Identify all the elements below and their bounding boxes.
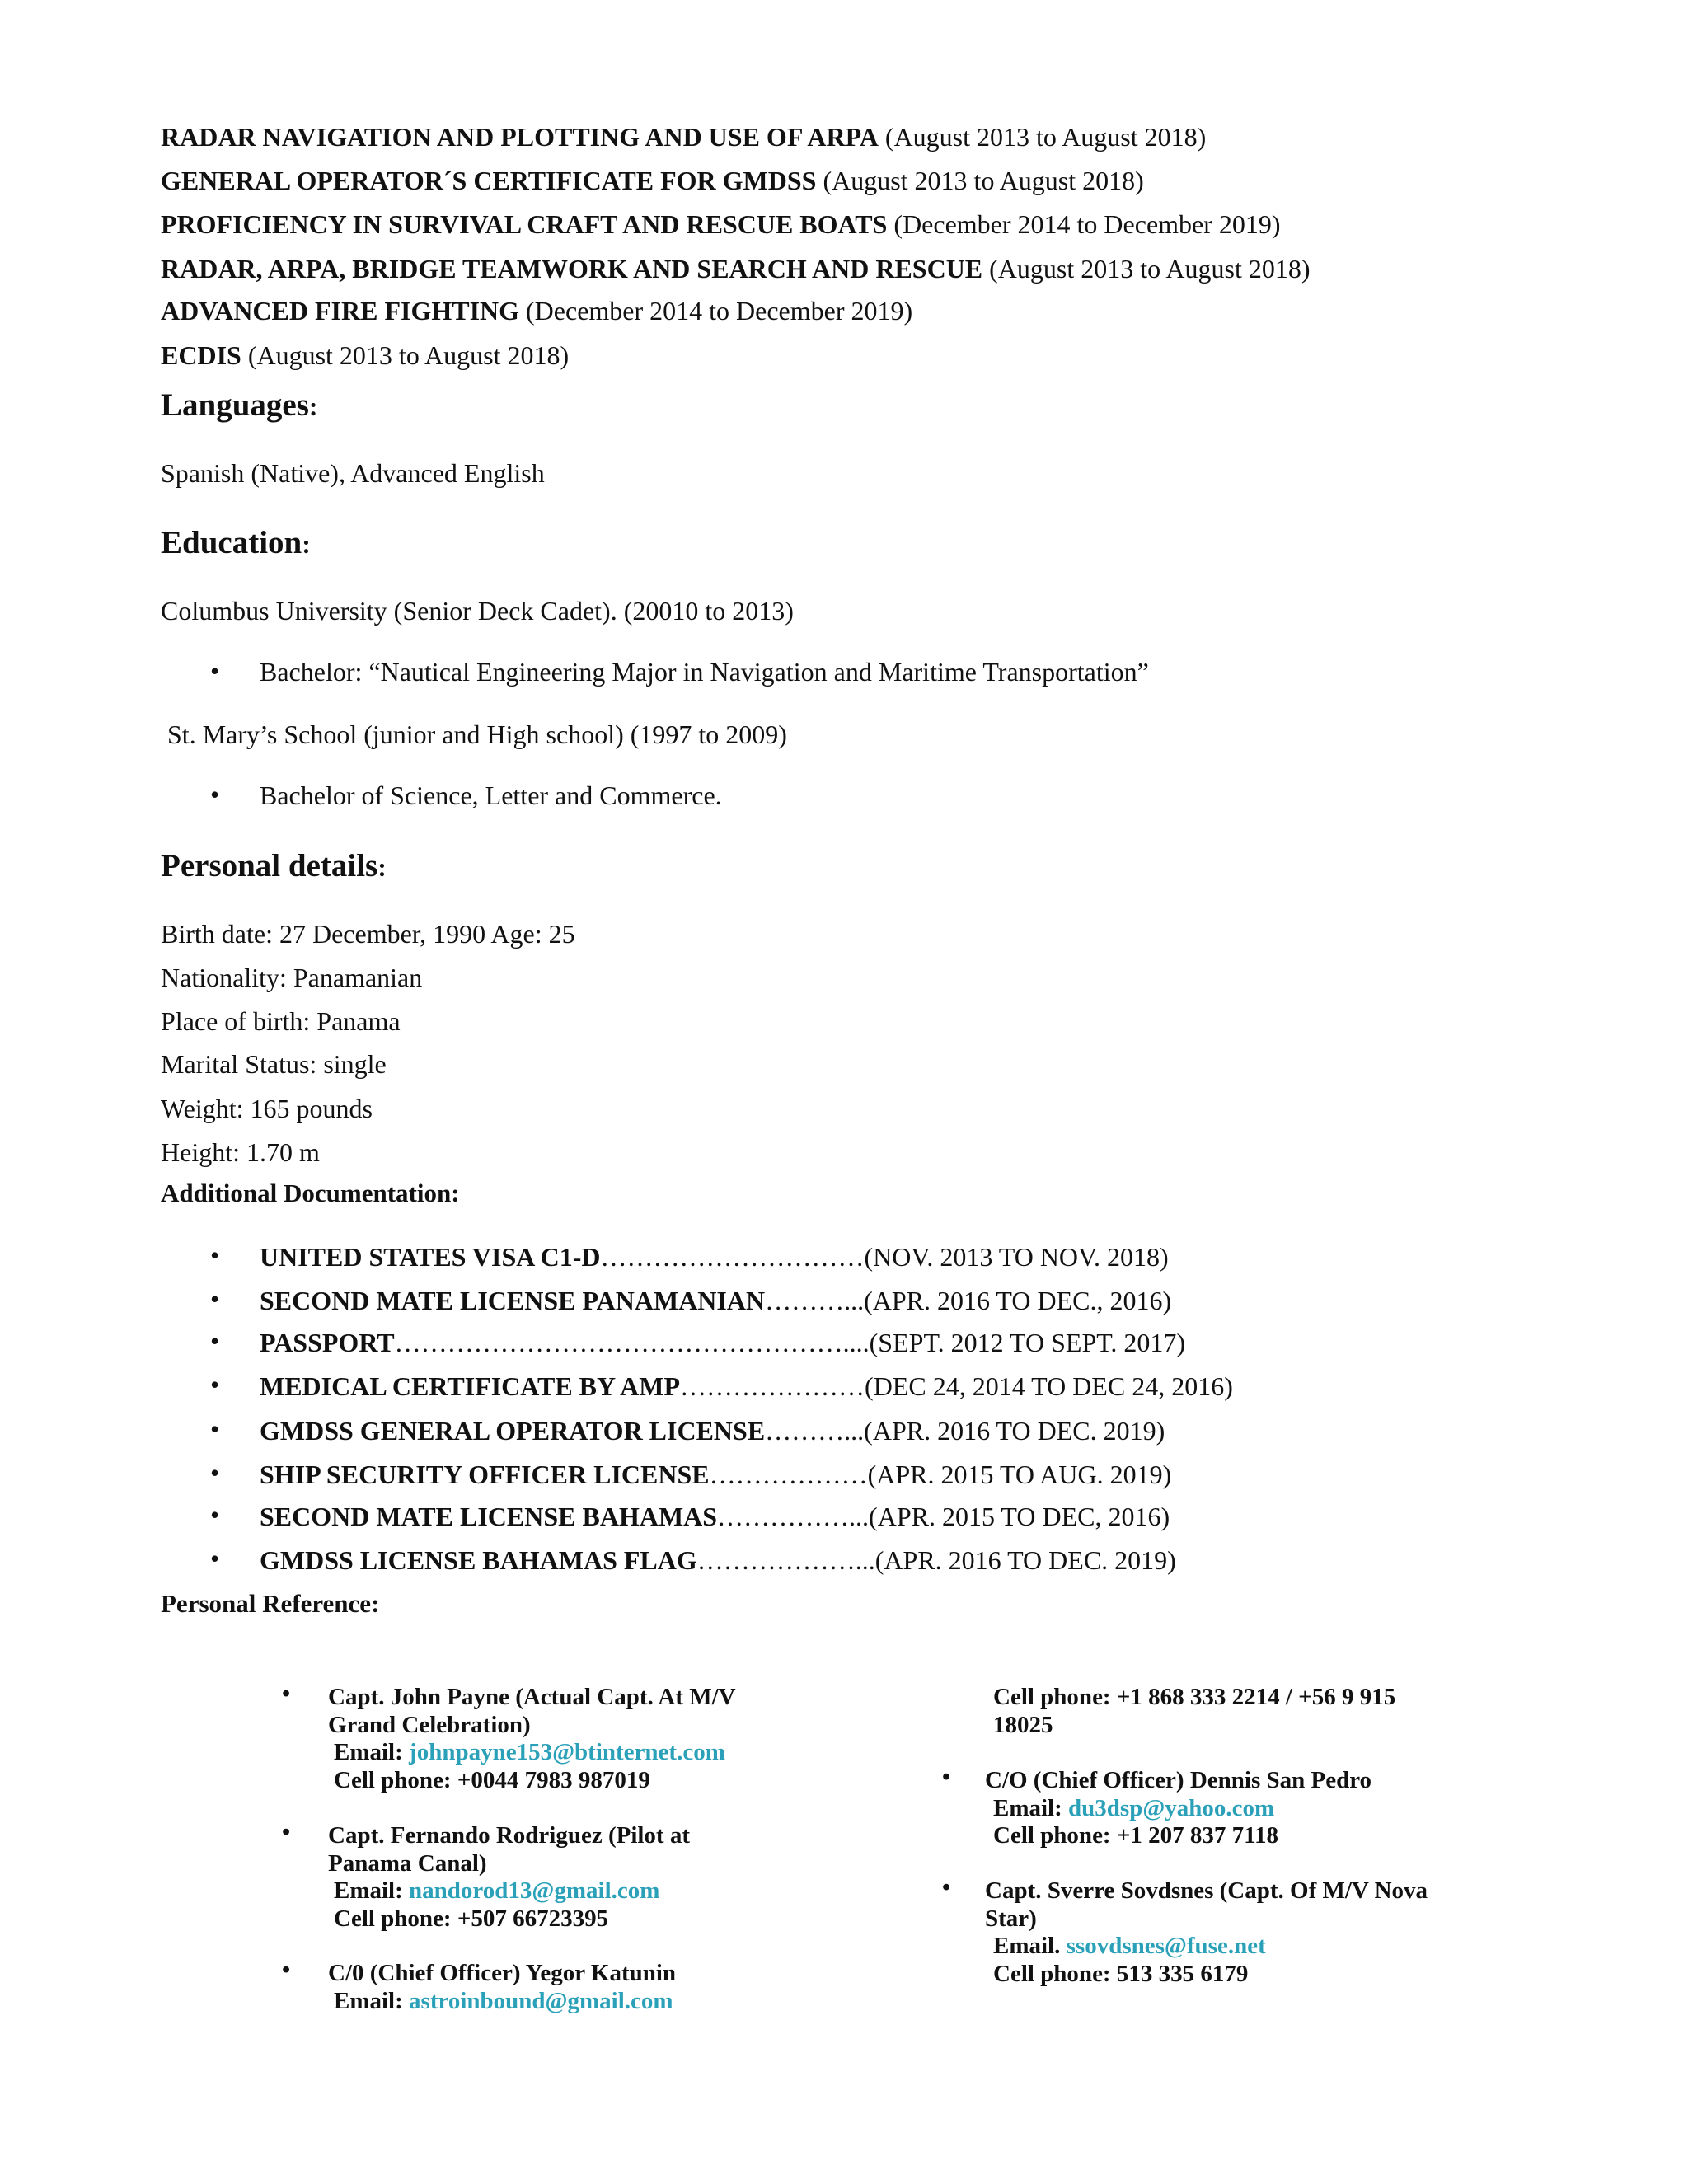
bullet: • xyxy=(210,656,220,686)
reference-phone: Cell phone: +507 66723395 xyxy=(334,1905,609,1932)
document-dates: ………………...(APR. 2016 TO DEC. 2019) xyxy=(696,1545,1176,1575)
personal-heading-colon: : xyxy=(377,852,387,882)
reference-email-line xyxy=(993,1933,1266,1961)
document-name: SHIP SECURITY OFFICER LICENSE xyxy=(260,1460,710,1489)
reference-email-line xyxy=(334,1877,659,1905)
birth-date: Birth date: 27 December, 1990 Age: 25 xyxy=(161,919,575,949)
certification-name: GENERAL OPERATOR´S CERTIFICATE FOR GMDSS xyxy=(161,166,817,195)
document-dates: ……………...(APR. 2015 TO DEC, 2016) xyxy=(717,1502,1170,1531)
bullet: • xyxy=(210,1544,220,1573)
certification-line xyxy=(161,164,1144,197)
document-item xyxy=(260,1326,1185,1359)
document-name: GMDSS LICENSE BAHAMAS FLAG xyxy=(260,1545,697,1575)
reference-email-line xyxy=(334,1739,725,1767)
languages-heading-text: Languages xyxy=(161,387,309,423)
reference-phone: Cell phone: +1 868 333 2214 / +56 9 915 xyxy=(993,1684,1396,1710)
height: Height: 1.70 m xyxy=(161,1137,320,1167)
document-dates: ………...(APR. 2016 TO DEC., 2016) xyxy=(765,1286,1172,1315)
education-degree-1: Bachelor: “Nautical Engineering Major in Navigation and Maritime Transportation” xyxy=(260,657,1149,687)
reference-name-cont: Grand Celebration) xyxy=(328,1712,531,1738)
certification-line xyxy=(161,294,912,327)
document-item xyxy=(260,1414,1165,1447)
bullet: • xyxy=(210,1370,220,1399)
certification-dates: (December 2014 to December 2019) xyxy=(887,209,1281,239)
document-item xyxy=(260,1284,1171,1317)
reference-phone-cont: 18025 xyxy=(993,1712,1053,1738)
document-name: SECOND MATE LICENSE PANAMANIAN xyxy=(260,1286,766,1315)
email-link[interactable]: johnpayne153@btinternet.com xyxy=(409,1739,725,1765)
reference-name: Capt. John Payne (Actual Capt. At M/V xyxy=(328,1684,736,1710)
document-item xyxy=(260,1458,1171,1491)
document-dates: ………...(APR. 2016 TO DEC. 2019) xyxy=(765,1416,1165,1446)
certification-line xyxy=(161,120,1206,153)
document-name: GMDSS GENERAL OPERATOR LICENSE xyxy=(260,1416,766,1446)
email-link[interactable]: astroinbound@gmail.com xyxy=(409,1988,673,2014)
bullet: • xyxy=(282,1680,291,1707)
reference-phone: Cell phone: 513 335 6179 xyxy=(993,1961,1249,1987)
languages-heading-colon: : xyxy=(308,391,318,421)
place-of-birth: Place of birth: Panama xyxy=(161,1006,401,1036)
reference-name: Capt. Fernando Rodriguez (Pilot at xyxy=(328,1822,690,1849)
document-name: PASSPORT xyxy=(260,1328,395,1357)
certification-dates: (August 2013 to August 2018) xyxy=(878,122,1207,152)
bullet: • xyxy=(210,1458,220,1488)
education-heading xyxy=(161,523,311,564)
education-degree-2: Bachelor of Science, Letter and Commerce. xyxy=(260,780,722,810)
document-name: SECOND MATE LICENSE BAHAMAS xyxy=(260,1502,718,1531)
certification-line xyxy=(161,339,569,372)
bullet: • xyxy=(282,1957,291,1983)
bullet: • xyxy=(210,1326,220,1356)
reference-name: Capt. Sverre Sovdsnes (Capt. Of M/V Nova xyxy=(985,1877,1428,1904)
email-label: Email: xyxy=(993,1795,1069,1821)
document-name: MEDICAL CERTIFICATE BY AMP xyxy=(260,1371,681,1401)
languages-text: Spanish (Native), Advanced English xyxy=(161,458,545,488)
reference-name: C/0 (Chief Officer) Yegor Katunin xyxy=(328,1960,677,1986)
bullet: • xyxy=(210,1284,220,1314)
weight: Weight: 165 pounds xyxy=(161,1094,373,1123)
certification-name: ADVANCED FIRE FIGHTING xyxy=(161,296,520,326)
reference-phone: Cell phone: +0044 7983 987019 xyxy=(334,1767,650,1793)
email-label: Email: xyxy=(334,1739,410,1765)
certification-line xyxy=(161,208,1281,241)
bullet: • xyxy=(210,1500,220,1530)
certification-dates: (August 2013 to August 2018) xyxy=(816,166,1144,195)
education-heading-colon: : xyxy=(302,529,311,559)
document-item xyxy=(260,1500,1170,1533)
bullet: • xyxy=(210,1240,220,1270)
document-dates: …………………(DEC 24, 2014 TO DEC 24, 2016) xyxy=(680,1371,1233,1401)
marital-status: Marital Status: single xyxy=(161,1049,387,1079)
certification-name: RADAR NAVIGATION AND PLOTTING AND USE OF ARPA xyxy=(161,122,879,152)
nationality: Nationality: Panamanian xyxy=(161,963,423,992)
certification-name: ECDIS xyxy=(161,340,241,370)
languages-heading xyxy=(161,386,318,426)
reference-email-line xyxy=(334,1988,673,2016)
certification-dates: (December 2014 to December 2019) xyxy=(519,296,913,326)
bullet: • xyxy=(942,1874,951,1900)
document-item xyxy=(260,1370,1233,1403)
email-link[interactable]: du3dsp@yahoo.com xyxy=(1068,1795,1275,1821)
reference-name: C/O (Chief Officer) Dennis San Pedro xyxy=(985,1767,1372,1793)
email-link[interactable]: ssovdsnes@fuse.net xyxy=(1066,1933,1266,1959)
personal-heading-text: Personal details xyxy=(161,848,378,883)
certification-name: RADAR, ARPA, BRIDGE TEAMWORK AND SEARCH AND RESCUE xyxy=(161,254,983,284)
bullet: • xyxy=(282,1819,291,1845)
certification-dates: (August 2013 to August 2018) xyxy=(241,340,570,370)
document-dates: …………………………(NOV. 2013 TO NOV. 2018) xyxy=(600,1242,1169,1272)
reference-name-cont: Star) xyxy=(985,1905,1037,1932)
document-item xyxy=(260,1240,1169,1273)
bullet: • xyxy=(210,780,220,809)
references-heading: Personal Reference: xyxy=(161,1589,380,1618)
email-label: Email: xyxy=(334,1988,410,2014)
certification-line xyxy=(161,252,1310,285)
reference-email-line xyxy=(993,1795,1274,1823)
document-name: UNITED STATES VISA C1-D xyxy=(260,1242,601,1272)
document-item xyxy=(260,1544,1176,1577)
certification-dates: (August 2013 to August 2018) xyxy=(982,254,1311,284)
education-school-1: Columbus University (Senior Deck Cadet). (20010 to 2013) xyxy=(161,596,794,626)
education-heading-text: Education xyxy=(161,525,302,560)
document-dates: ………………(APR. 2015 TO AUG. 2019) xyxy=(709,1460,1172,1489)
email-label: Email: xyxy=(334,1877,410,1904)
additional-heading: Additional Documentation: xyxy=(161,1179,460,1207)
education-school-2: St. Mary’s School (junior and High school) (1997 to 2009) xyxy=(167,719,787,749)
bullet: • xyxy=(210,1414,220,1444)
bullet: • xyxy=(942,1764,951,1790)
reference-name-cont: Panama Canal) xyxy=(328,1850,487,1877)
email-label: Email. xyxy=(993,1933,1067,1959)
personal-heading xyxy=(161,846,387,887)
certification-name: PROFICIENCY IN SURVIVAL CRAFT AND RESCUE BOATS xyxy=(161,209,888,239)
email-link[interactable]: nandorod13@gmail.com xyxy=(409,1877,660,1904)
document-dates: ……………………………………………....(SEPT. 2012 TO SEPT. 2017) xyxy=(394,1328,1186,1357)
reference-phone: Cell phone: +1 207 837 7118 xyxy=(993,1822,1279,1849)
